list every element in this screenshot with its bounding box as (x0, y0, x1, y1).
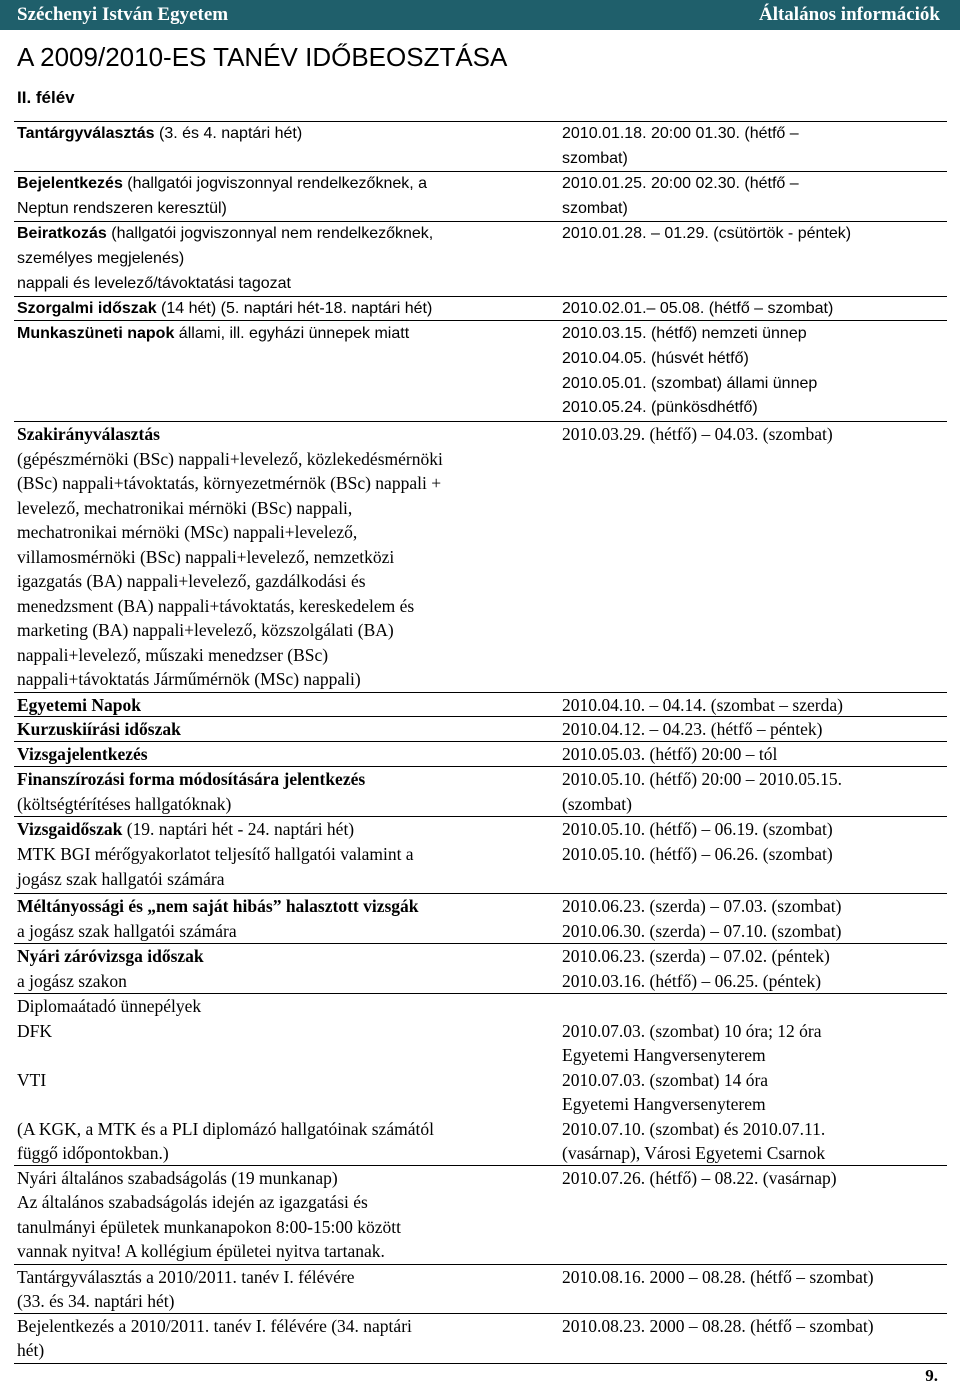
row-graduation-venue-1: Egyetemi Hangversenyterem (562, 1045, 766, 1065)
row-specialization-line: mechatronikai mérnöki (MSc) nappali+levelező, (17, 522, 358, 542)
row-graduation-venue-2: Egyetemi Hangversenyterem (562, 1094, 766, 1114)
event-detail: (hallgatói jogviszonnyal rendelkezőknek, a (122, 175, 428, 192)
row-summer-leave-label: Nyári általános szabadságolás (19 munkanap) (17, 1168, 338, 1188)
row-final-exams-label: Nyári záróvizsga időszak (17, 946, 204, 966)
row-graduation-vti: VTI (17, 1070, 47, 1090)
row-final-exams-label-cont: a jogász szakon (17, 971, 127, 991)
row-specialization-title: Szakirányválasztás (17, 424, 160, 444)
row-specialization-line: nappali+távoktatás Járműmérnök (MSc) nappali) (17, 669, 361, 689)
row-next-registration-date: 2010.08.23. 2000 – 08.28. (hétfő – szombat) (562, 1316, 874, 1336)
row-next-registration-label: Bejelentkezés a 2010/2011. tanév I. félévére (34. naptári (17, 1316, 412, 1336)
row-specialization-line: marketing (BA) nappali+levelező, közszolgálati (BA) (17, 620, 394, 640)
row-exam-registration-label: Vizsgajelentkezés (17, 744, 148, 764)
row-next-course-selection-date: 2010.08.16. 2000 – 08.28. (hétfő – szombat) (562, 1267, 874, 1287)
row-specialization-line: (gépészmérnöki (BSc) nappali+levelező, közlekedésmérnöki (17, 449, 443, 469)
page-header (0, 0, 960, 30)
row-holidays-date-1: 2010.03.15. (hétfő) nemzeti ünnep (562, 325, 807, 342)
row-summer-leave-note-3: vannak nyitva! A kollégium épületei nyitva tartanak. (17, 1241, 385, 1261)
row-course-selection-label (17, 122, 302, 147)
event-detail: (hallgatói jogviszonnyal nem rendelkezőknek, (106, 225, 434, 242)
semester-label: II. félév (17, 88, 75, 107)
row-course-listing-label: Kurzuskiírási időszak (17, 719, 181, 739)
page-title: A 2009/2010-ES TANÉV IDŐBEOSZTÁSA (17, 42, 508, 72)
row-next-course-selection-label-cont: (33. és 34. naptári hét) (17, 1291, 175, 1311)
row-specialization-line: nappali+levelező, műszaki menedzser (BSc) (17, 645, 329, 665)
row-enrollment-label (17, 222, 433, 247)
row-graduation-date-2: 2010.07.03. (szombat) 14 óra (562, 1070, 769, 1090)
row-registration-label-cont: Neptun rendszeren keresztül) (17, 200, 227, 217)
row-university-days-date: 2010.04.10. – 04.14. (szombat – szerda) (562, 695, 843, 715)
row-course-selection-date: 2010.01.18. 20:00 01.30. (hétfő – (562, 125, 799, 142)
row-financing-change-date: 2010.05.10. (hétfő) 20:00 – 2010.05.15. (562, 769, 842, 789)
event-title: Bejelentkezés (17, 175, 123, 192)
row-enrollment-date: 2010.01.28. – 01.29. (csütörtök - péntek) (562, 225, 852, 242)
row-course-selection-date-cont: szombat) (562, 150, 628, 167)
event-detail: (3. és 4. naptári hét) (154, 125, 303, 142)
row-registration-date-cont: szombat) (562, 200, 628, 217)
section-name: Általános információk (758, 4, 940, 25)
row-final-exams-date-2: 2010.03.16. (hétfő) – 06.25. (péntek) (562, 971, 822, 991)
row-specialization-line: villamosmérnöki (BSc) nappali+levelező, nemzetközi (17, 547, 395, 567)
university-name: Széchenyi István Egyetem (17, 4, 229, 25)
row-graduation-date-1: 2010.07.03. (szombat) 10 óra; 12 óra (562, 1021, 822, 1041)
row-summer-leave-note-1: Az általános szabadságolás idején az igazgatási és (17, 1192, 368, 1212)
row-specialization-line: menedzsment (BA) nappali+távoktatás, kereskedelem és (17, 596, 415, 616)
row-deferred-exams-label-cont: a jogász szak hallgatói számára (17, 921, 237, 941)
event-title: Szorgalmi időszak (17, 300, 157, 317)
row-holidays-date-2: 2010.04.05. (húsvét hétfő) (562, 350, 749, 367)
row-study-period-label (17, 297, 432, 322)
row-next-course-selection-label: Tantárgyválasztás a 2010/2011. tanév I. félévére (17, 1267, 355, 1287)
event-detail: (19. naptári hét - 24. naptári hét) (122, 819, 355, 839)
event-title: Tantárgyválasztás (17, 125, 155, 142)
row-summer-leave-note-2: tanulmányi épületek munkanapokon 8:00-15:00 között (17, 1217, 401, 1237)
row-graduation-label: Diplomaátadó ünnepélyek (17, 996, 202, 1016)
page-number: 9. (925, 1366, 938, 1385)
event-detail: állami, ill. egyházi ünnepek miatt (174, 325, 410, 342)
row-registration-label (17, 172, 427, 197)
row-final-exams-date-1: 2010.06.23. (szerda) – 07.02. (péntek) (562, 946, 830, 966)
row-university-days-label: Egyetemi Napok (17, 695, 141, 715)
row-graduation-date-3: 2010.07.10. (szombat) és 2010.07.11. (562, 1119, 826, 1139)
row-financing-change-date-cont: (szombat) (562, 794, 632, 814)
row-graduation-dfk: DFK (17, 1021, 53, 1041)
row-financing-change-label: Finanszírozási forma módosítására jelentkezés (17, 769, 366, 789)
row-exam-period-date-2: 2010.05.10. (hétfő) – 06.26. (szombat) (562, 844, 833, 864)
row-exam-period-label-cont: MTK BGI mérőgyakorlatot teljesítő hallgatói valamint a (17, 844, 414, 864)
row-divider (14, 1363, 947, 1364)
row-summer-leave-date: 2010.07.26. (hétfő) – 08.22. (vasárnap) (562, 1168, 837, 1188)
row-exam-period-label-cont2: jogász szak hallgatói számára (17, 869, 225, 889)
row-holidays-date-3: 2010.05.01. (szombat) állami ünnep (562, 375, 818, 392)
row-enrollment-label-cont: személyes megjelenés) (17, 250, 185, 267)
row-exam-period-label (17, 817, 354, 842)
row-enrollment-label-cont2: nappali és levelező/távoktatási tagozat (17, 275, 291, 292)
row-deferred-exams-date-2: 2010.06.30. (szerda) – 07.10. (szombat) (562, 921, 842, 941)
row-specialization-line: levelező, mechatronikai mérnöki (BSc) nappali, (17, 498, 353, 518)
row-next-registration-label-cont: hét) (17, 1340, 45, 1360)
row-specialization-line: igazgatás (BA) nappali+levelező, gazdálkodási és (17, 571, 366, 591)
row-graduation-note-cont: függő időpontokban.) (17, 1143, 169, 1163)
row-graduation-venue-3: (vasárnap), Városi Egyetemi Csarnok (562, 1143, 826, 1163)
row-registration-date: 2010.01.25. 20:00 02.30. (hétfő – (562, 175, 799, 192)
row-exam-period-date-1: 2010.05.10. (hétfő) – 06.19. (szombat) (562, 819, 833, 839)
row-specialization-date: 2010.03.29. (hétfő) – 04.03. (szombat) (562, 424, 833, 444)
row-deferred-exams-label: Méltányossági és „nem saját hibás” halasztott vizsgák (17, 896, 419, 916)
row-holidays-date-4: 2010.05.24. (pünkösdhétfő) (562, 399, 758, 416)
row-study-period-date: 2010.02.01.– 05.08. (hétfő – szombat) (562, 300, 834, 317)
row-deferred-exams-date-1: 2010.06.23. (szerda) – 07.03. (szombat) (562, 896, 842, 916)
event-title: Vizsgaidőszak (17, 819, 123, 839)
row-financing-change-label-cont: (költségtérítéses hallgatóknak) (17, 794, 232, 814)
row-exam-registration-date: 2010.05.03. (hétfő) 20:00 – tól (562, 744, 778, 764)
event-title: Beiratkozás (17, 225, 107, 242)
row-holidays-label (17, 322, 409, 347)
row-graduation-note: (A KGK, a MTK és a PLI diplomázó hallgatóinak számától (17, 1119, 434, 1139)
event-title: Munkaszüneti napok (17, 325, 175, 342)
row-specialization-line: (BSc) nappali+távoktatás, környezetmérnök (BSc) nappali + (17, 473, 442, 493)
row-course-listing-date: 2010.04.12. – 04.23. (hétfő – péntek) (562, 719, 823, 739)
event-detail: (14 hét) (5. naptári hét-18. naptári hét) (156, 300, 433, 317)
